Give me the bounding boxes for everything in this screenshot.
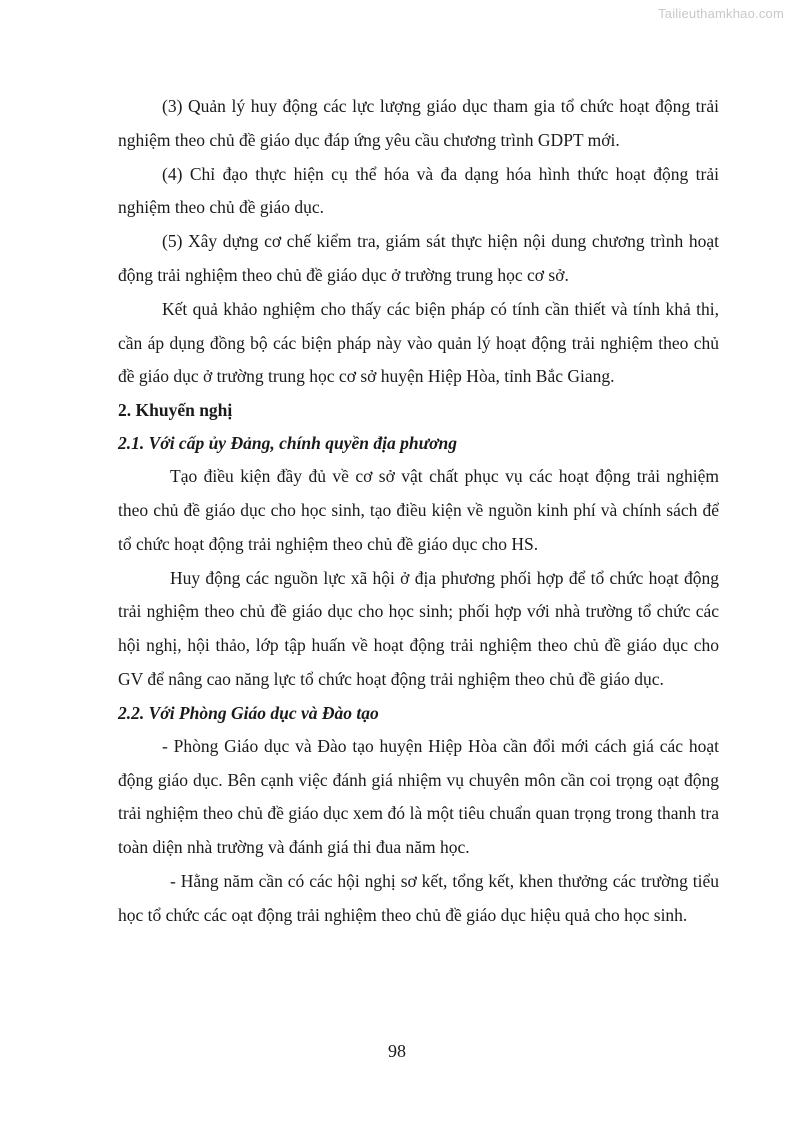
paragraph-item-5: (5) Xây dựng cơ chế kiểm tra, giám sát thực hiện nội dung chương trình hoạt động trải nghiệm theo chủ đề giáo dục ở trường trung học cơ sở. [118,231,719,285]
paragraph-item-3: (3) Quản lý huy động các lực lượng giáo dục tham gia tổ chức hoạt động trải nghiệm theo chủ đề giáo dục đáp ứng yêu cầu chương trình GDPT mới. [118,96,719,150]
subsection-heading-education-office: 2.2. Với Phòng Giáo dục và Đào tạo [118,702,379,723]
paragraph-local-government-1: Tạo điều kiện đầy đủ về cơ sở vật chất phục vụ các hoạt động trải nghiệm theo chủ đề giáo dục cho học sinh, tạo điều kiện về nguồn kinh phí và chính sách để tổ chức hoạt động trải nghiệm theo chủ đề giáo dục cho HS. [118,466,719,554]
paragraph-education-office-2: - Hằng năm cần có các hội nghị sơ kết, tổng kết, khen thưởng các trường tiểu học tổ chức các oạt động trải nghiệm theo chủ đề giáo dục hiệu quả cho học sinh. [118,870,719,925]
paragraph-education-office-1: - Phòng Giáo dục và Đào tạo huyện Hiệp Hòa cần đổi mới cách giá các hoạt động giáo dục. Bên cạnh việc đánh giá nhiệm vụ chuyên môn cần coi trọng oạt động trải nghiệm theo chủ đề giáo dục xem đó là một tiêu chuẩn quan trọng trong thanh tra toàn diện nhà trường và đánh giá thi đua năm học. [118,735,719,858]
paragraph-item-4: (4) Chỉ đạo thực hiện cụ thể hóa và đa dạng hóa hình thức hoạt động trải nghiệm theo chủ đề giáo dục. [118,163,719,218]
paragraph-conclusion: Kết quả khảo nghiệm cho thấy các biện pháp có tính cần thiết và tính khả thi, cần áp dụng đồng bộ các biện pháp này vào quản lý hoạt động trải nghiệm theo chủ đề giáo dục ở trường trung học cơ sở huyện Hiệp Hòa, tỉnh Bắc Giang. [118,298,719,387]
watermark: Tailieuthamkhao.com [658,6,784,21]
section-heading-recommendations: 2. Khuyến nghị [118,400,233,421]
page-number: 98 [388,1041,406,1061]
paragraph-local-government-2: Huy động các nguồn lực xã hội ở địa phương phối hợp để tổ chức hoạt động trải nghiệm theo chủ đề giáo dục cho học sinh; phối hợp với nhà trường tổ chức các hội nghị, hội thảo, lớp tập huấn về hoạt động trải nghiệm theo chủ đề giáo dục cho GV để nâng cao năng lực tổ chức hoạt động trải nghiệm theo chủ đề giáo dục. [118,567,719,689]
subsection-heading-local-government: 2.1. Với cấp ủy Đảng, chính quyền địa phương [118,433,457,454]
document-page [118,90,719,933]
